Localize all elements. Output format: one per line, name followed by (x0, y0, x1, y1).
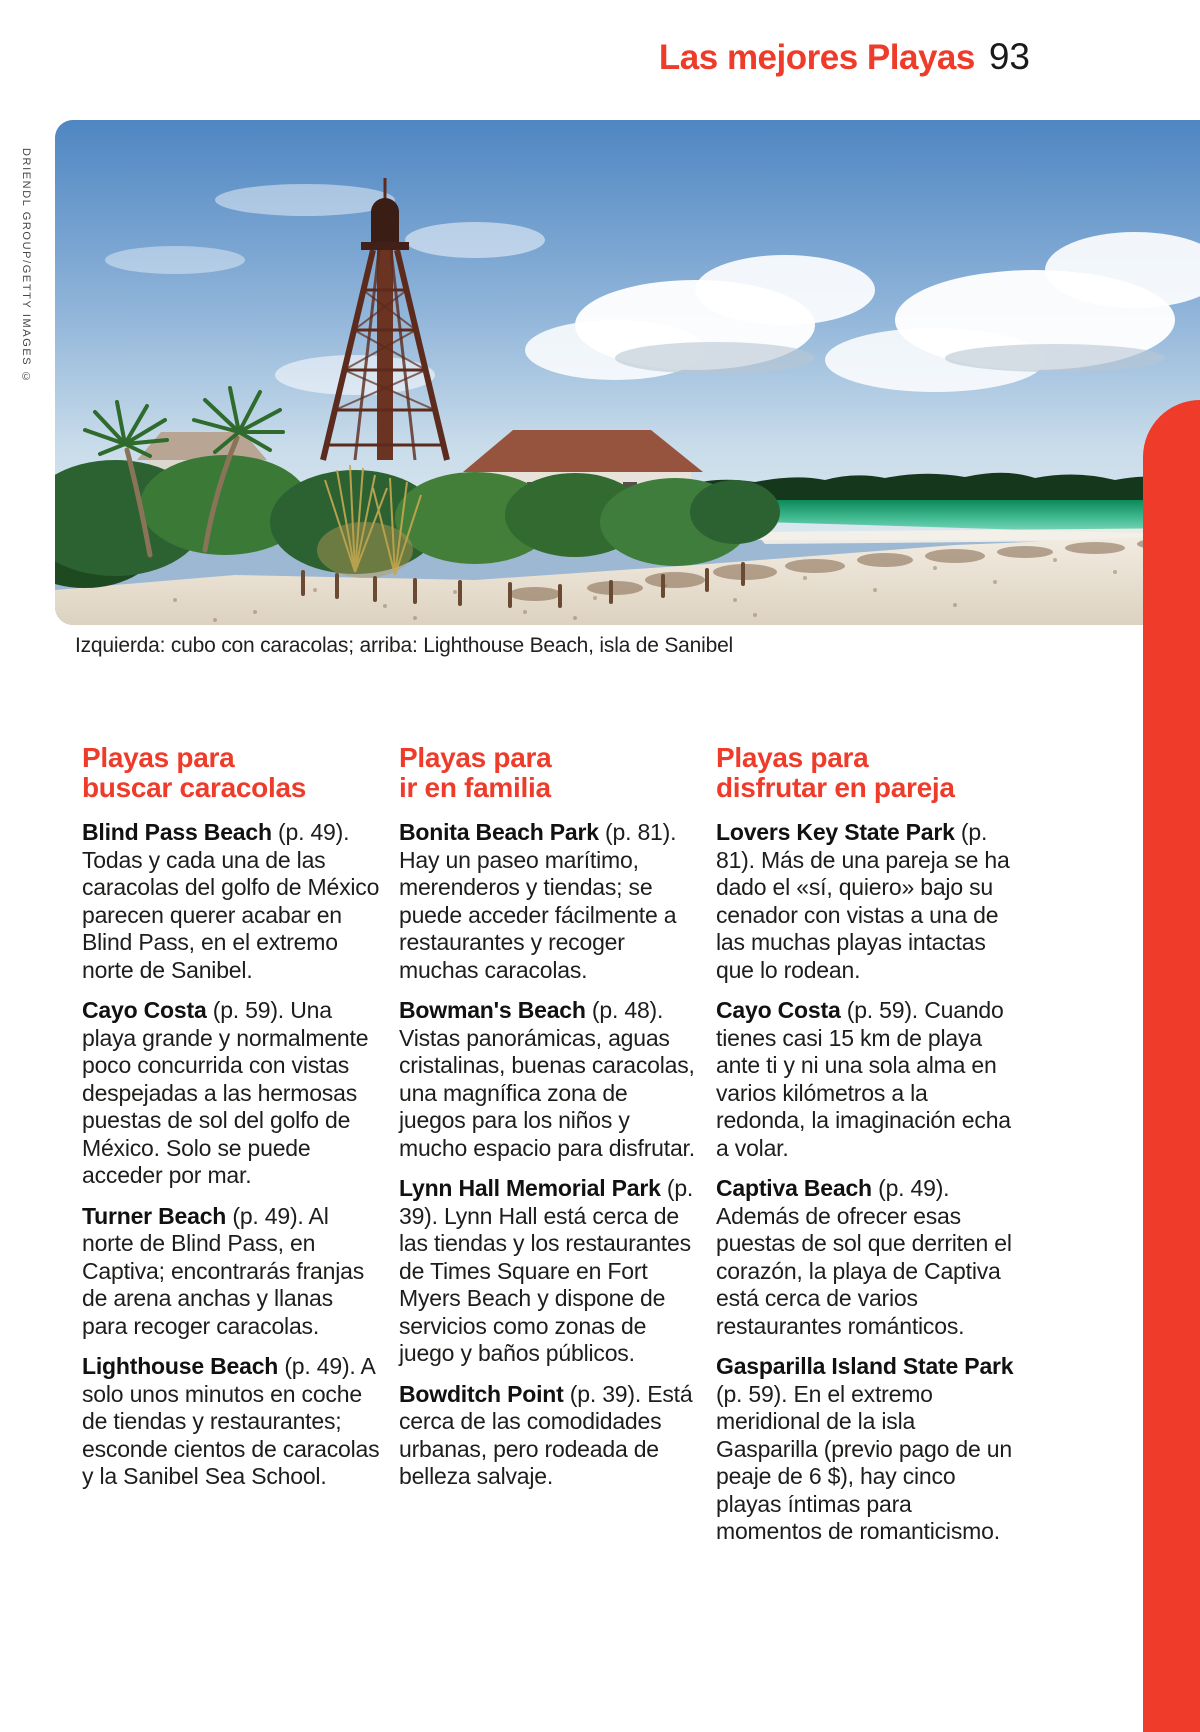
beach-entry (716, 819, 1014, 984)
entry-text: Hay un paseo marítimo, merenderos y tiendas; se puede acceder fácilmente a restaurantes y recoger muchas caracolas. (399, 846, 677, 983)
photo-credit: DRIENDL GROUP/GETTY IMAGES © (20, 148, 32, 385)
column-heading (716, 743, 1014, 803)
entry-text: Todas y cada una de las caracolas del golfo de México parecen querer acabar en Blind Pass, en el extremo norte de Sanibel. (82, 846, 380, 983)
beach-name: Lovers Key State Park (716, 819, 955, 845)
heading-line-2: buscar caracolas (82, 772, 307, 803)
page-ref: (p. 59). (206, 997, 291, 1023)
beach-entry (716, 997, 1014, 1162)
beach-entry (82, 997, 380, 1190)
page-ref: (p. 59). (716, 1380, 794, 1407)
beach-entry (399, 819, 697, 984)
page-ref: (p. 81). (716, 819, 988, 873)
beach-name: Cayo Costa (82, 997, 207, 1023)
beach-name: Cayo Costa (716, 997, 841, 1023)
page-ref: (p. 49). (871, 1175, 950, 1201)
entry-text: Vistas panorámicas, aguas cristalinas, buenas caracolas, una magnífica zona de juegos para los niños y mucho espacio para disfrutar. (399, 1024, 695, 1161)
heading-line-1: Playas para (399, 742, 552, 773)
red-edge-tab (1143, 400, 1200, 1732)
heading-line-2: disfrutar en pareja (716, 772, 955, 803)
page-ref: (p. 48). (585, 997, 664, 1023)
page-ref: (p. 39). (563, 1380, 648, 1407)
page-ref: (p. 39). (399, 1175, 694, 1229)
page-ref: (p. 49). (226, 1202, 309, 1229)
beach-entry (716, 1353, 1014, 1546)
beach-entry (399, 1175, 697, 1368)
beach-entry (82, 1353, 380, 1491)
column-2 (399, 743, 697, 1559)
beach-name: Bonita Beach Park (399, 819, 599, 845)
beach-name: Gasparilla Island State Park (716, 1353, 1014, 1379)
photo-caption: Izquierda: cubo con caracolas; arriba: Lighthouse Beach, isla de Sanibel (75, 634, 734, 657)
heading-line-1: Playas para (82, 742, 235, 773)
entry-text: Más de una pareja se ha dado el «sí, quiero» bajo su cenador con vistas a una de las muchas playas intactas que lo rodean. (716, 846, 1010, 983)
entry-text: Está cerca de las comodidades urbanas, pero rodeada de belleza salvaje. (399, 1380, 693, 1489)
beach-name: Turner Beach (82, 1202, 227, 1229)
beach-name: Bowditch Point (399, 1380, 564, 1407)
page-ref: (p. 49). (271, 819, 350, 845)
beach-name: Blind Pass Beach (82, 819, 272, 845)
beach-entry (399, 997, 697, 1162)
entry-text: En el extremo meridional de la isla Gasparilla (previo pago de un peaje de 6 $), hay cinco playas íntimas para momentos de romanticismo. (716, 1380, 1012, 1544)
heading-line-1: Playas para (716, 742, 869, 773)
entry-text: Una playa grande y normalmente poco concurrida con vistas despejadas a las hermosas puestas de sol del golfo de México. Solo se puede acceder por mar. (82, 997, 369, 1188)
beach-entry (399, 1381, 697, 1491)
beach-name: Lynn Hall Memorial Park (399, 1175, 661, 1201)
entry-text: Cuando tienes casi 15 km de playa ante ti y ni una sola alma en varios kilómetros a la redonda, la imaginación echa a volar. (716, 997, 1011, 1161)
beach-entry (82, 1203, 380, 1341)
entry-text: Además de ofrecer esas puestas de sol que derriten el corazón, la playa de Captiva está cerca de varios restaurantes románticos. (716, 1202, 1012, 1339)
page-header (0, 36, 1030, 78)
beach-photo (55, 120, 1200, 625)
column-3 (716, 743, 1014, 1559)
beach-entry (82, 819, 380, 984)
entry-text: Al norte de Blind Pass, en Captiva; encontrarás franjas de arena anchas y llanas para recoger caracolas. (82, 1202, 365, 1339)
page-title: Las mejores Playas (658, 38, 975, 77)
beach-name: Lighthouse Beach (82, 1353, 279, 1379)
column-1 (82, 743, 380, 1559)
column-heading (82, 743, 380, 803)
page-ref: (p. 49). (278, 1353, 361, 1379)
entry-text: A solo unos minutos en coche de tiendas y restaurantes; esconde cientos de caracolas y la Sanibel Sea School. (82, 1353, 380, 1489)
beach-entry (716, 1175, 1014, 1340)
page-number: 93 (988, 36, 1030, 77)
beach-columns (82, 743, 1014, 1559)
beach-photo-illustration (55, 120, 1200, 625)
page-ref: (p. 81). (598, 819, 677, 845)
heading-line-2: ir en familia (399, 772, 551, 803)
beach-name: Captiva Beach (716, 1175, 872, 1201)
page-ref: (p. 59). (840, 997, 925, 1023)
column-heading (399, 743, 697, 803)
entry-text: Lynn Hall está cerca de las tiendas y los restaurantes de Times Square en Fort Myers Beach y dispone de servicios como zonas de juego y baños públicos. (399, 1202, 691, 1366)
beach-name: Bowman's Beach (399, 997, 586, 1023)
